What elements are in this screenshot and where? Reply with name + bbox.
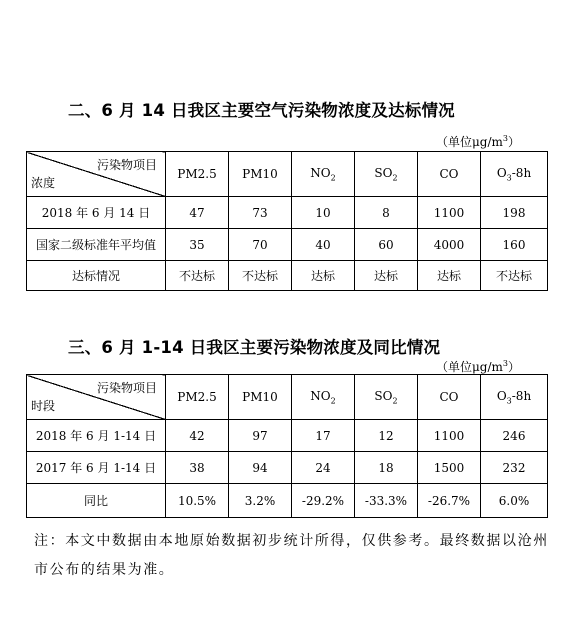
section3-heading: 三、6 月 1-14 日我区主要污染物浓度及同比情况: [68, 338, 441, 357]
table-cell: 8: [355, 197, 418, 229]
column-header-pm10: PM10: [229, 152, 292, 197]
table-cell: 60: [355, 229, 418, 261]
row-label: 达标情况: [27, 261, 166, 291]
table-cell: 10.5%: [166, 484, 229, 518]
table-cell: 35: [166, 229, 229, 261]
column-header-so2: $SO_2$: [355, 152, 418, 197]
column-header-co: CO: [418, 152, 481, 197]
table-cell: 4000: [418, 229, 481, 261]
table-cell: 达标: [292, 261, 355, 291]
row-label: 国家二级标准年平均值: [27, 229, 166, 261]
column-header-pm10: PM10: [229, 375, 292, 420]
table-cell: 1100: [418, 420, 481, 452]
column-header-o3-8h: $O_3-8h$: [481, 152, 548, 197]
concentration-label: 浓度: [31, 176, 56, 190]
table-header-row: [27, 375, 548, 420]
table-row: [27, 452, 548, 484]
row-label: 同比: [27, 484, 166, 518]
column-header-co: CO: [418, 375, 481, 420]
table-cell: 不达标: [229, 261, 292, 291]
column-header-pm25: PM2.5: [166, 152, 229, 197]
table-cell: 不达标: [166, 261, 229, 291]
table-cell: -29.2%: [292, 484, 355, 518]
table-cell: 24: [292, 452, 355, 484]
table-cell: 40: [292, 229, 355, 261]
section2-heading: 二、6 月 14 日我区主要空气污染物浓度及达标情况: [68, 101, 455, 120]
column-header-no2: $NO_2$: [292, 152, 355, 197]
row-label: 2018 年 6 月 14 日: [27, 197, 166, 229]
row-label: 2017 年 6 月 1-14 日: [27, 452, 166, 484]
corner-header-cell: [27, 375, 166, 420]
pollutant-item-label: 污染物项目: [96, 158, 157, 172]
pollutant-item-label: 污染物项目: [96, 381, 157, 395]
table-row: [27, 484, 548, 518]
table-cell: 6.0%: [481, 484, 548, 518]
table-cell: 198: [481, 197, 548, 229]
section2-unit: （单位$\mu g/m^3$）: [435, 134, 520, 149]
table-header-row: [27, 152, 548, 197]
table-cell: 达标: [355, 261, 418, 291]
corner-header-cell: [27, 152, 166, 197]
table-cell: 18: [355, 452, 418, 484]
table-cell: 70: [229, 229, 292, 261]
table-cell: -33.3%: [355, 484, 418, 518]
table-cell: 42: [166, 420, 229, 452]
table-cell: 47: [166, 197, 229, 229]
table-row: [27, 229, 548, 261]
table-cell: 94: [229, 452, 292, 484]
table-cell: 1500: [418, 452, 481, 484]
column-header-pm25: PM2.5: [166, 375, 229, 420]
table-cell: 1100: [418, 197, 481, 229]
table-cell: 3.2%: [229, 484, 292, 518]
table-cell: 160: [481, 229, 548, 261]
table-cell: 10: [292, 197, 355, 229]
table-row: [27, 420, 548, 452]
row-label: 2018 年 6 月 1-14 日: [27, 420, 166, 452]
table-row: [27, 197, 548, 229]
table-cell: 17: [292, 420, 355, 452]
section3-table: [26, 374, 548, 518]
table-cell: -26.7%: [418, 484, 481, 518]
column-header-so2: $SO_2$: [355, 375, 418, 420]
table-cell: 73: [229, 197, 292, 229]
section2-table: [26, 151, 548, 291]
table-row: [27, 261, 548, 291]
table-cell: 246: [481, 420, 548, 452]
table-cell: 不达标: [481, 261, 548, 291]
table-cell: 达标: [418, 261, 481, 291]
table-cell: 232: [481, 452, 548, 484]
column-header-no2: $NO_2$: [292, 375, 355, 420]
section3-unit: （单位$\mu g/m^3$）: [435, 359, 520, 374]
footnote: 注：本文中数据由本地原始数据初步统计所得，仅供参考。最终数据以沧州市公布的结果为准。: [34, 533, 549, 578]
table-cell: 38: [166, 452, 229, 484]
period-label: 时段: [31, 399, 56, 413]
column-header-o3-8h: $O_3-8h$: [481, 375, 548, 420]
table-cell: 12: [355, 420, 418, 452]
table-cell: 97: [229, 420, 292, 452]
